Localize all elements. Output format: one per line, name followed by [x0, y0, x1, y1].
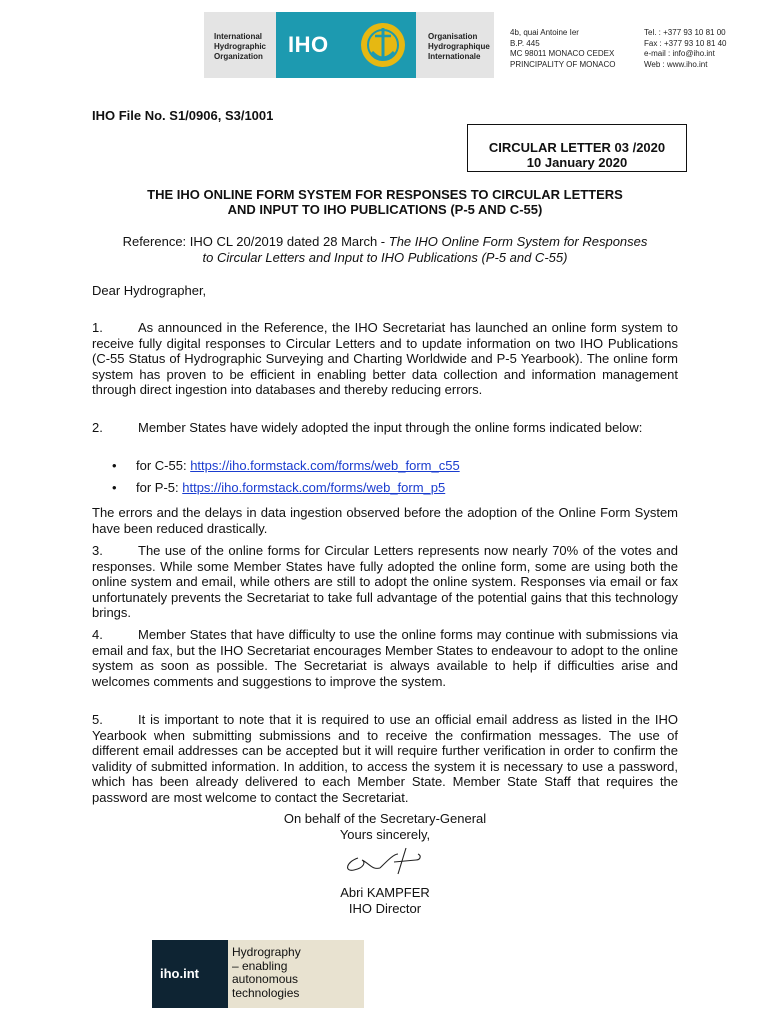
letterhead-french-name [416, 12, 494, 78]
footer-tagline-block [228, 940, 364, 1008]
letterhead-line: International [214, 32, 263, 41]
paragraph-text: Member States that have difficulty to use the online forms may continue with submissions via email and fax, but the IHO Secretariat encourages Member States to endeavour to adopt to the online system as soon as possible. The Secretariat is always available to help if difficulties arise and welcomes comments and suggestions to improve the system. [92, 627, 678, 689]
signatory [92, 885, 678, 917]
p5-form-link[interactable]: https://iho.formstack.com/forms/web_form_p5 [182, 480, 446, 495]
reference-prefix: Reference: IHO CL 20/2019 dated 28 March - [122, 234, 389, 249]
address-line: B.P. 445 [510, 38, 540, 48]
list-item: • for P-5: https://iho.formstack.com/forms/web_form_p5 [112, 480, 446, 495]
letterhead-english-name [204, 12, 276, 78]
salutation: Dear Hydrographer, [92, 283, 207, 298]
letter-title [92, 187, 678, 217]
signatory-role: IHO Director [348, 901, 422, 916]
reference [92, 234, 678, 266]
circular-number: CIRCULAR LETTER 03 /2020 [488, 140, 666, 155]
tagline-line: – enabling [232, 958, 288, 973]
iho-logo-text: IHO [288, 32, 329, 57]
paragraph-number: 5. [92, 712, 103, 727]
title-line: THE IHO ONLINE FORM SYSTEM FOR RESPONSES TO CIRCULAR LETTERS [147, 187, 623, 202]
c55-form-link[interactable]: https://iho.formstack.com/forms/web_form_c55 [190, 458, 460, 473]
anchor-emblem-icon [351, 12, 416, 78]
iho-emblem [351, 12, 416, 78]
letterhead-line: Organization [214, 52, 263, 61]
closing-line: On behalf of the Secretary-General [283, 811, 487, 826]
paragraph-2b: The errors and the delays in data ingestion observed before the adoption of the Online Form System have been reduced drastically. [92, 505, 678, 536]
reference-title: to Circular Letters and Input to IHO Publications (P-5 and C-55) [202, 250, 568, 265]
address-line: MC 98011 MONACO CEDEX [510, 49, 615, 58]
circular-date: 10 January 2020 [526, 155, 628, 170]
contact-block [644, 28, 727, 70]
list-item: • for C-55: https://iho.formstack.com/forms/web_form_c55 [112, 458, 460, 473]
paragraph-number: 4. [92, 627, 103, 642]
paragraph-number: 3. [92, 543, 103, 558]
letterhead-line: Organisation [428, 32, 478, 41]
footer-logo: iho.int [160, 966, 199, 981]
footer-logo-block [152, 940, 228, 1008]
circular-letter-box [467, 124, 687, 172]
contact-line: Web : www.iho.int [644, 59, 708, 69]
paragraph-text: It is important to note that it is required to use an official email address as listed in the IHO Yearbook when submitting submissions and to receive the confirmation messages. The use of different email addresses can be accepted but it will require further verification in order to confirm the validity of submitted information. In addition, to access the system it is necessary to use a password, which has been already delivered to each Member State. Member State Staff that requires the password are most welcome to contact the Secretariat. [92, 712, 678, 805]
tagline-line: Hydrography [232, 945, 301, 959]
closing-lines [92, 811, 678, 843]
bullet-label: for C-55: [136, 458, 191, 473]
link-list [112, 458, 460, 502]
tagline-line: autonomous [232, 972, 299, 986]
contact-line: Tel. : +377 93 10 81 00 [644, 28, 726, 37]
iho-logo-block [276, 12, 351, 78]
bullet-label: for P-5: [136, 480, 183, 495]
address-line: PRINCIPALITY OF MONACO [510, 59, 616, 69]
paragraph-text: As announced in the Reference, the IHO Secretariat has launched an online form system to receive fully digital responses to Circular Letters and to update information on two IHO Publications (C-55 Status of Hydrographic Surveying and Charting Worldwide and P-5 Yearbook). The online form system has proven to be efficient in enabling better data collection and information management through direct ingestion into databases and thereby reducing errors. [92, 320, 678, 397]
contact-line: e-mail : info@iho.int [644, 49, 715, 58]
letterhead-line: Hydrographique [428, 42, 490, 51]
reference-title: The IHO Online Form System for Responses [388, 234, 648, 249]
tagline-line: technologies [232, 985, 300, 1000]
paragraph-text: The use of the online forms for Circular Letters represents now nearly 70% of the votes and responses. While some Member States have fully adopted the online form, some are using both the online system and email, while others are still to adopt the online system. Responses via email or fax unfortunately prevents the Secretariat to take full advantage of the potential gains that this technology brings. [92, 543, 678, 620]
contact-line: Fax : +377 93 10 81 40 [644, 38, 727, 48]
title-line: AND INPUT TO IHO PUBLICATIONS (P-5 AND C-55) [227, 202, 543, 217]
paragraph-5 [92, 712, 678, 805]
paragraph-4 [92, 627, 678, 689]
paragraph-number: 2. [92, 420, 103, 435]
paragraph-2 [92, 420, 678, 436]
signature-image [336, 840, 436, 880]
paragraph-1 [92, 320, 678, 398]
file-number: IHO File No. S1/0906, S3/1001 [92, 108, 274, 123]
letterhead-line: Hydrographic [214, 42, 267, 51]
address-line: 4b, quai Antoine Ier [510, 28, 579, 37]
address-block [510, 28, 616, 70]
closing-line: Yours sincerely, [339, 827, 431, 842]
paragraph-text: Member States have widely adopted the input through the online forms indicated below: [138, 420, 643, 435]
paragraph-number: 1. [92, 320, 103, 335]
paragraph-3 [92, 543, 678, 621]
signatory-name: Abri KAMPFER [340, 885, 430, 900]
letterhead-line: Internationale [428, 52, 481, 61]
